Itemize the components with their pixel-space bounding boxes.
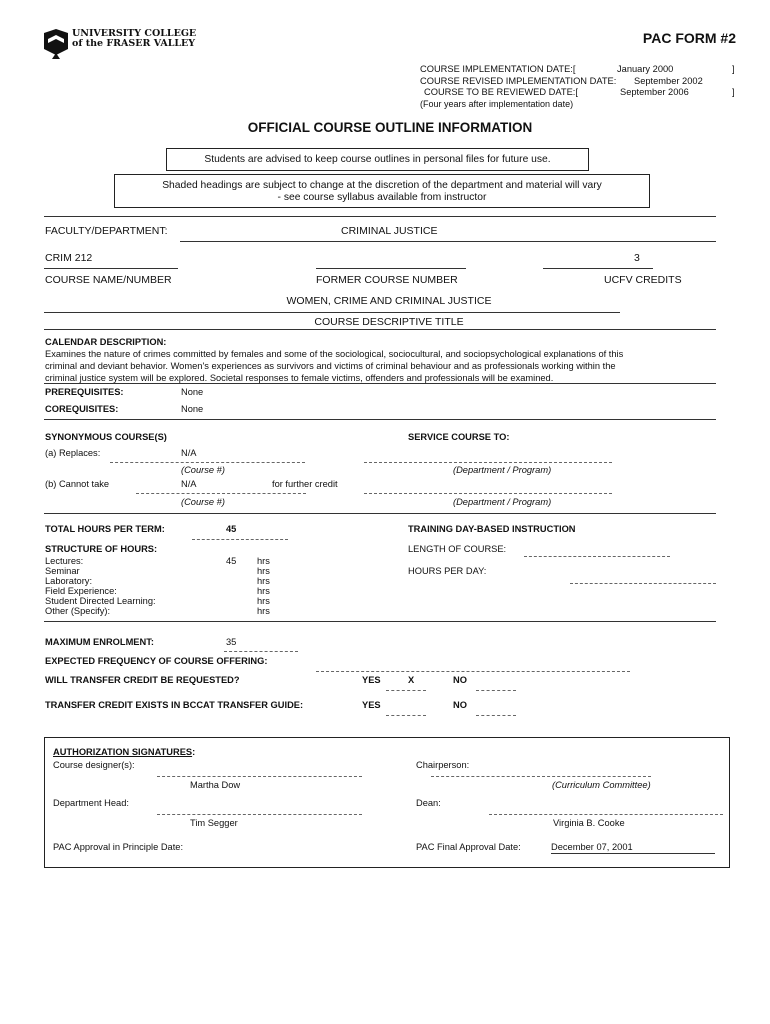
divider <box>44 513 716 514</box>
hours-row-unit: hrs <box>257 576 270 586</box>
faculty-value: CRIMINAL JUSTICE <box>341 225 438 237</box>
hours-row-value: 45 <box>226 556 237 566</box>
hours-row-label: Seminar <box>45 566 80 576</box>
descriptive-title-label: COURSE DESCRIPTIVE TITLE <box>314 316 464 328</box>
descriptive-title-line <box>44 312 620 313</box>
impl-date-value: January 2000 <box>617 64 674 74</box>
hours-units <box>257 556 270 616</box>
transfer-exists-no-line[interactable] <box>476 715 516 716</box>
hours-row-label: Other (Specify): <box>45 606 111 616</box>
notice-shaded-headings <box>114 174 650 208</box>
dean-signature-line[interactable] <box>489 814 723 815</box>
review-date-value: September 2006 <box>620 87 689 97</box>
further-credit-text: for further credit <box>272 479 338 489</box>
hours-row-unit: hrs <box>257 556 270 566</box>
pac-final-date: December 07, 2001 <box>551 842 633 852</box>
authorization-heading <box>53 747 195 757</box>
divider <box>44 419 716 420</box>
hours-per-day-label: HOURS PER DAY: <box>408 566 487 576</box>
total-hours-line <box>192 539 288 540</box>
authorization-label: AUTHORIZATION SIGNATURES <box>53 747 193 757</box>
hours-row-label: Laboratory: <box>45 576 93 586</box>
chair-note: (Curriculum Committee) <box>552 780 651 790</box>
transfer-exists-yes: YES <box>362 700 381 710</box>
cannot-take-line <box>136 493 306 494</box>
review-note: (Four years after implementation date) <box>420 99 574 109</box>
calendar-line-3: criminal justice system will be explored. Societal responses to female victims, offenders and professionals will be examined. <box>45 373 554 383</box>
hours-values <box>226 556 236 566</box>
prereq-label: PREREQUISITES: <box>45 387 124 397</box>
faculty-label: FACULTY/DEPARTMENT: <box>45 225 168 237</box>
department-head-label: Department Head: <box>53 798 129 808</box>
replaces-value: N/A <box>181 448 197 458</box>
chair-signature-line[interactable] <box>431 776 651 777</box>
head-signature-line[interactable] <box>157 814 362 815</box>
calendar-line-2: criminal and deviant behavior. Women's experiences as survivors and victims of criminal behaviour and as professionals working within the <box>45 361 616 371</box>
former-course-label: FORMER COURSE NUMBER <box>316 274 458 286</box>
total-hours-value: 45 <box>226 524 237 534</box>
pac-principle-label: PAC Approval in Principle Date: <box>53 842 184 852</box>
divider <box>44 329 716 330</box>
transfer-exists-yes-line[interactable] <box>386 715 426 716</box>
calendar-line-1: Examines the nature of crimes committed by females and some of the sociological, sociocultural, and sociopsychological explanations of this <box>45 349 624 359</box>
dean-label: Dean: <box>416 798 441 808</box>
transfer-request-no: NO <box>453 675 467 685</box>
impl-date-label: COURSE IMPLEMENTATION DATE:[ <box>420 64 576 74</box>
service-course-line-2 <box>364 493 612 494</box>
max-enrolment-label: MAXIMUM ENROLMENT: <box>45 637 154 647</box>
review-date-label: COURSE TO BE REVIEWED DATE:[ <box>424 87 578 97</box>
replaces-line <box>110 462 305 463</box>
coreq-label: COREQUISITES: <box>45 404 119 414</box>
revised-date-label: COURSE REVISED IMPLEMENTATION DATE: <box>420 76 617 86</box>
designer-label: Course designer(s): <box>53 760 135 770</box>
replaces-label: (a) Replaces: <box>45 448 101 458</box>
divider <box>44 383 716 384</box>
logo-line-2: of the FRASER VALLEY <box>72 38 196 49</box>
max-enrolment-line <box>224 651 298 652</box>
transfer-request-no-line[interactable] <box>476 690 516 691</box>
prereq-value: None <box>181 387 204 397</box>
divider <box>44 621 716 622</box>
hours-row-label: Student Directed Learning: <box>45 596 156 606</box>
cannot-take-value: N/A <box>181 479 197 489</box>
coreq-value: None <box>181 404 204 414</box>
length-of-course-line <box>524 556 670 557</box>
transfer-exists-label: TRANSFER CREDIT EXISTS IN BCCAT TRANSFER GUIDE: <box>45 700 304 710</box>
pac-final-date-line <box>551 853 715 854</box>
pac-final-label: PAC Final Approval Date: <box>416 842 521 852</box>
structure-hours-label: STRUCTURE OF HOURS: <box>45 544 158 554</box>
credits-label: UCFV CREDITS <box>604 274 682 286</box>
form-title: PAC FORM #2 <box>642 30 736 46</box>
calendar-label: CALENDAR DESCRIPTION: <box>45 337 167 347</box>
course-hint: (Course #) <box>181 465 225 475</box>
department-head-name: Tim Segger <box>190 818 238 828</box>
course-number-line <box>44 268 178 269</box>
transfer-request-yes: YES <box>362 675 381 685</box>
notice-keep-outlines <box>166 148 589 171</box>
hours-row-unit: hrs <box>257 596 270 606</box>
department-hint: (Department / Program) <box>453 465 552 475</box>
course-number-value: CRIM 212 <box>45 252 93 264</box>
designer-name: Martha Dow <box>190 780 241 790</box>
faculty-line <box>180 241 716 242</box>
hours-row-unit: hrs <box>257 586 270 596</box>
frequency-label: EXPECTED FREQUENCY OF COURSE OFFERING: <box>45 656 268 666</box>
dean-name: Virginia B. Cooke <box>553 818 625 828</box>
authorization-colon: : <box>192 747 196 757</box>
logo-line-1: UNIVERSITY COLLEGE <box>72 28 197 39</box>
max-enrolment-value: 35 <box>226 637 237 647</box>
frequency-line <box>316 671 630 672</box>
synonymous-label: SYNONYMOUS COURSE(S) <box>45 432 167 442</box>
transfer-request-label: WILL TRANSFER CREDIT BE REQUESTED? <box>45 675 240 685</box>
cannot-take-label: (b) Cannot take <box>45 479 110 489</box>
hours-row-unit: hrs <box>257 606 270 616</box>
service-course-label: SERVICE COURSE TO: <box>408 432 510 442</box>
bracket-close: ] <box>732 64 735 74</box>
hours-per-day-line <box>570 583 716 584</box>
credits-line <box>543 268 653 269</box>
course-number-label: COURSE NAME/NUMBER <box>45 274 172 286</box>
page-title: OFFICIAL COURSE OUTLINE INFORMATION <box>247 120 533 135</box>
department-hint: (Department / Program) <box>453 497 552 507</box>
notice-shaded-line-1: Shaded headings are subject to change at the discretion of the department and material will vary <box>162 180 602 191</box>
hours-row-label: Field Experience: <box>45 586 117 596</box>
transfer-exists-no: NO <box>453 700 467 710</box>
authorization-box <box>44 737 730 868</box>
designer-signature-line[interactable] <box>157 776 362 777</box>
length-of-course-label: LENGTH OF COURSE: <box>408 544 507 554</box>
course-hint: (Course #) <box>181 497 225 507</box>
divider <box>44 216 716 217</box>
credits-value: 3 <box>634 252 640 264</box>
total-hours-label: TOTAL HOURS PER TERM: <box>45 524 165 534</box>
transfer-request-mark[interactable]: X <box>408 675 415 685</box>
revised-date-value: September 2002 <box>634 76 703 86</box>
notice-shaded-line-2: - see course syllabus available from instructor <box>277 192 487 203</box>
former-course-line <box>316 268 466 269</box>
bracket-close: ] <box>732 87 735 97</box>
transfer-request-yes-line[interactable] <box>386 690 426 691</box>
hours-labels <box>45 556 156 616</box>
service-course-line-1 <box>364 462 612 463</box>
chair-label: Chairperson: <box>416 760 470 770</box>
training-label: TRAINING DAY-BASED INSTRUCTION <box>408 524 576 534</box>
hours-row-label: Lectures: <box>45 556 84 566</box>
notice-keep-outlines-text: Students are advised to keep course outlines in personal files for future use. <box>204 154 551 165</box>
hours-row-unit: hrs <box>257 566 270 576</box>
logo-emblem-icon <box>42 29 70 61</box>
descriptive-title-value: WOMEN, CRIME AND CRIMINAL JUSTICE <box>286 295 492 307</box>
